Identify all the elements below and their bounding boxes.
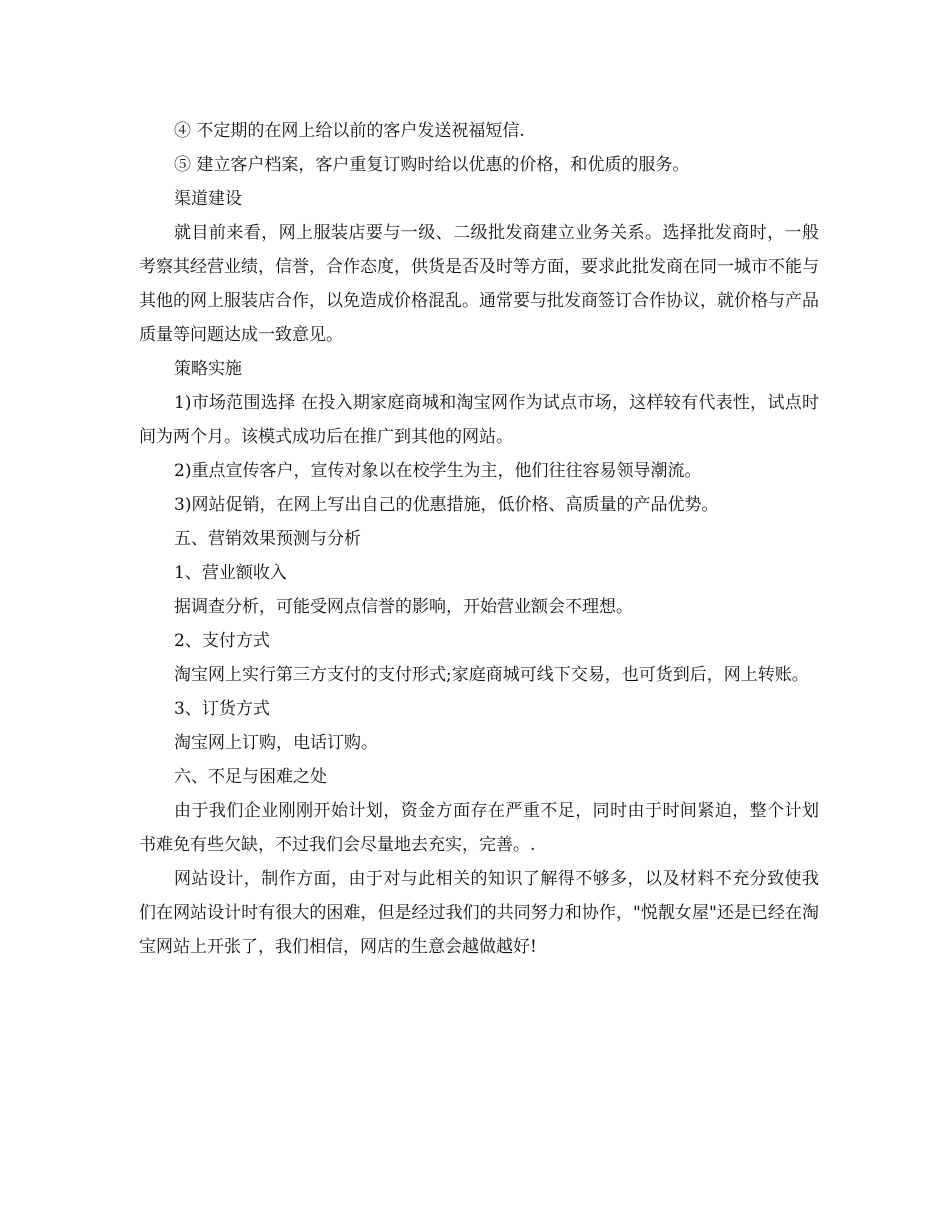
paragraph-payment: 淘宝网上实行第三方支付的支付形式;家庭商城可线下交易，也可货到后，网上转账。 [174, 665, 809, 685]
paragraph-channel-building: 就目前来看，网上服装店要与一级、二级批发商建立业务关系。选择批发商时，一般考察其经营业绩，信誉，合作态度，供货是否及时等方面，要求此批发商在同一城市不能与其他的网上服装店合作，以免造成价格混乱。通常要与批发商签订合作协议，就价格与产品质量等问题达成一致意见。 [139, 223, 819, 345]
paragraph-market-scope: 1)市场范围选择 在投入期家庭商城和淘宝网作为试点市场，这样较有代表性，试点时间为两个月。该模式成功后在推广到其他的网站。 [139, 393, 819, 447]
heading-payment: 2、支付方式 [174, 631, 270, 651]
paragraph-funding-shortage: 由于我们企业刚刚开始计划，资金方面存在严重不足，同时由于时间紧迫，整个计划书难免有些欠缺，不过我们会尽量地去充实，完善。. [139, 801, 819, 855]
paragraph-key-customers: 2)重点宣传客户，宣传对象以在校学生为主，他们往往容易领导潮流。 [174, 461, 702, 481]
paragraph-ordering: 淘宝网上订购，电话订购。 [174, 733, 378, 753]
heading-channel-building: 渠道建设 [174, 189, 242, 209]
paragraph-customer-greeting: ④ 不定期的在网上给以前的客户发送祝福短信. [174, 121, 525, 141]
paragraph-customer-archive: ⑤ 建立客户档案，客户重复订购时给以优惠的价格，和优质的服务。 [174, 155, 690, 175]
paragraph-revenue: 据调查分析，可能受网点信誉的影响，开始营业额会不理想。 [174, 597, 633, 617]
paragraph-website-design: 网站设计，制作方面，由于对与此相关的知识了解得不够多，以及材料不充分致使我们在网站设计时有很大的困难，但是经过我们的共同努力和协作，"悦靓女屋"还是已经在淘宝网站上开张了，我们相信，网店的生意会越做越好! [139, 869, 819, 957]
heading-strategy-implementation: 策略实施 [174, 359, 242, 379]
heading-section-six: 六、不足与困难之处 [174, 767, 327, 787]
paragraph-site-promotion: 3)网站促销，在网上写出自己的优惠措施，低价格、高质量的产品优势。 [174, 495, 719, 515]
document-body [139, 114, 819, 964]
heading-ordering: 3、订货方式 [174, 699, 270, 719]
heading-revenue: 1、营业额收入 [174, 563, 287, 583]
heading-section-five: 五、营销效果预测与分析 [174, 529, 361, 549]
